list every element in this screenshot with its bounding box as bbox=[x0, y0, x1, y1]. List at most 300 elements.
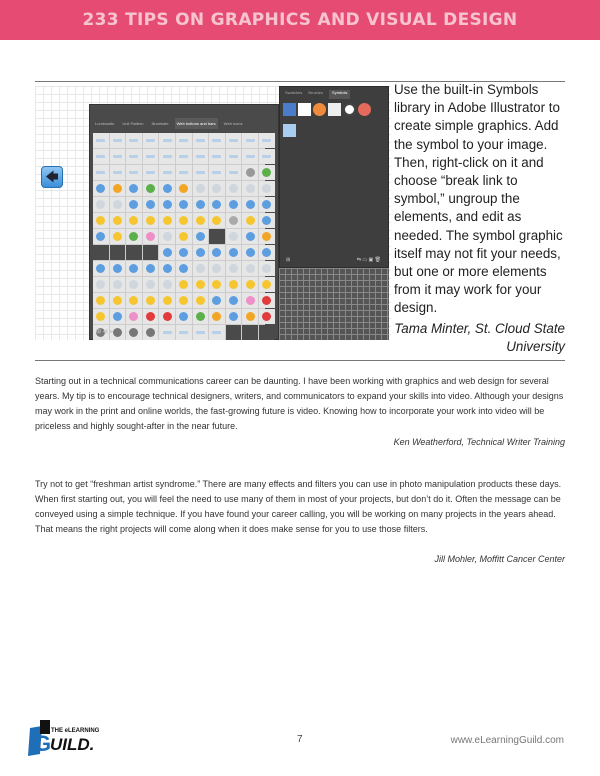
symbol-icon bbox=[146, 200, 155, 209]
symbol-icon bbox=[212, 171, 221, 174]
symbol-cell bbox=[193, 309, 209, 324]
symbol-icon bbox=[113, 200, 122, 209]
symbol-cell bbox=[159, 213, 175, 228]
symbol-icon bbox=[229, 216, 238, 225]
symbol-icon bbox=[163, 248, 172, 257]
symbol-cell bbox=[143, 133, 159, 148]
symbol-icon bbox=[196, 232, 205, 241]
symbol-cell bbox=[193, 133, 209, 148]
symbol-icon bbox=[262, 216, 271, 225]
symbol-grid bbox=[93, 133, 265, 340]
symbol-cell bbox=[126, 261, 142, 276]
symbol-cell bbox=[193, 293, 209, 308]
symbol-cell bbox=[209, 325, 225, 340]
panel-tab[interactable]: Web Icons bbox=[223, 121, 243, 126]
symbol-cell bbox=[110, 229, 126, 244]
symbol-cell bbox=[193, 245, 209, 260]
symbol-icon bbox=[262, 168, 271, 177]
symbol-cell bbox=[242, 149, 258, 164]
arrow-left-button-icon: 🡄 bbox=[41, 166, 63, 188]
symbol-icon bbox=[129, 328, 138, 337]
symbol-icon bbox=[113, 328, 122, 337]
symbol-cell bbox=[93, 261, 109, 276]
symbol-icon bbox=[163, 139, 172, 142]
panel-tab[interactable]: Brushes bbox=[308, 90, 324, 95]
symbol-cell bbox=[176, 133, 192, 148]
svg-text:UILD.: UILD. bbox=[50, 735, 95, 754]
symbol-icon bbox=[163, 280, 172, 289]
symbol-icon bbox=[246, 248, 255, 257]
symbol-icon bbox=[163, 312, 172, 321]
symbol-cell bbox=[226, 325, 242, 340]
symbol-icon bbox=[129, 155, 138, 158]
arrow-symbol-icon bbox=[283, 124, 296, 137]
symbol-cell bbox=[126, 325, 142, 340]
symbol-icon bbox=[246, 184, 255, 193]
symbol-cell bbox=[226, 133, 242, 148]
symbol-cell bbox=[226, 165, 242, 180]
page-number: 7 bbox=[297, 734, 303, 745]
symbol-cell bbox=[93, 229, 109, 244]
symbol-icon bbox=[246, 264, 255, 273]
symbol-cell bbox=[242, 309, 258, 324]
symbol-icon bbox=[146, 296, 155, 305]
symbol-cell bbox=[242, 293, 258, 308]
symbol-icon bbox=[246, 155, 255, 158]
symbol-cell bbox=[110, 181, 126, 196]
symbol-cell bbox=[143, 277, 159, 292]
symbol-icon bbox=[163, 184, 172, 193]
symbol-icon bbox=[113, 155, 122, 158]
symbol-cell bbox=[176, 277, 192, 292]
header-title: 233 TIPS ON GRAPHICS AND VISUAL DESIGN bbox=[82, 10, 518, 30]
symbol-library-panel bbox=[89, 104, 279, 340]
panel-tab[interactable]: Illuminate bbox=[151, 121, 169, 126]
symbol-cell bbox=[93, 293, 109, 308]
symbol-cell bbox=[93, 245, 109, 260]
symbol-cell bbox=[176, 197, 192, 212]
symbol-cell bbox=[242, 325, 258, 340]
symbol-cell bbox=[242, 261, 258, 276]
symbol-cell bbox=[226, 181, 242, 196]
symbol-cell bbox=[176, 261, 192, 276]
symbol-cell bbox=[110, 309, 126, 324]
symbol-icon bbox=[179, 280, 188, 289]
symbol-icon bbox=[163, 232, 172, 241]
symbol-icon bbox=[196, 280, 205, 289]
symbol-icon bbox=[229, 200, 238, 209]
symbol-cell bbox=[159, 309, 175, 324]
divider bbox=[35, 360, 565, 361]
symbol-icon bbox=[179, 155, 188, 158]
symbol-icon bbox=[212, 200, 221, 209]
symbol-cell bbox=[126, 245, 142, 260]
dark-grid bbox=[279, 268, 389, 340]
symbol-cell bbox=[93, 197, 109, 212]
panel-tab[interactable]: Unit Pattern bbox=[122, 121, 144, 126]
symbol-icon bbox=[229, 248, 238, 257]
symbol-icon bbox=[229, 312, 238, 321]
symbol-cell bbox=[159, 165, 175, 180]
symbol-cell bbox=[143, 245, 159, 260]
symbol-icon bbox=[229, 280, 238, 289]
symbol-cell bbox=[143, 293, 159, 308]
symbol-icon bbox=[146, 328, 155, 337]
symbol-cell bbox=[209, 309, 225, 324]
symbol-icon bbox=[262, 184, 271, 193]
symbol-cell bbox=[193, 181, 209, 196]
symbol-cell bbox=[159, 245, 175, 260]
symbol-icon bbox=[246, 168, 255, 177]
symbol-icon bbox=[262, 139, 271, 142]
symbol-icon bbox=[163, 155, 172, 158]
symbol-cell bbox=[226, 245, 242, 260]
symbol-icon bbox=[129, 312, 138, 321]
elearning-guild-logo bbox=[28, 720, 116, 756]
symbol-icon bbox=[113, 232, 122, 241]
symbols-footer-icons: ⊞ ⇆ ▭ ▣ 🗑 bbox=[286, 257, 381, 263]
symbol-icon bbox=[96, 139, 105, 142]
symbol-cell bbox=[159, 261, 175, 276]
symbol-cell bbox=[126, 293, 142, 308]
symbol-cell bbox=[193, 149, 209, 164]
symbol-icon bbox=[179, 296, 188, 305]
symbol-cell bbox=[110, 149, 126, 164]
symbol-icon bbox=[212, 155, 221, 158]
symbol-icon bbox=[179, 200, 188, 209]
symbol-icon bbox=[262, 155, 271, 158]
symbol-icon bbox=[196, 248, 205, 257]
symbol-icon bbox=[163, 171, 172, 174]
symbol-icon bbox=[129, 171, 138, 174]
symbol-cell bbox=[159, 181, 175, 196]
symbol-cell bbox=[259, 293, 275, 308]
panel-tab[interactable]: Swatches bbox=[285, 90, 303, 95]
symbol-icon bbox=[212, 331, 221, 334]
symbol-cell bbox=[159, 229, 175, 244]
symbol-icon bbox=[163, 216, 172, 225]
symbol-cell bbox=[176, 325, 192, 340]
symbol-icon bbox=[113, 139, 122, 142]
symbol-cell bbox=[193, 197, 209, 212]
symbol-cell bbox=[209, 165, 225, 180]
symbol-cell bbox=[126, 165, 142, 180]
symbol-icon bbox=[229, 264, 238, 273]
symbol-cell bbox=[143, 309, 159, 324]
symbol-cell bbox=[209, 133, 225, 148]
symbol-icon bbox=[163, 200, 172, 209]
symbol-icon bbox=[229, 184, 238, 193]
symbol-cell bbox=[226, 213, 242, 228]
page-header bbox=[0, 0, 600, 40]
symbol-icon bbox=[146, 232, 155, 241]
symbol-cell bbox=[143, 197, 159, 212]
symbol-icon bbox=[163, 296, 172, 305]
symbol-icon bbox=[163, 264, 172, 273]
symbol-cell bbox=[209, 261, 225, 276]
symbol-icon bbox=[113, 171, 122, 174]
symbol-cell bbox=[226, 261, 242, 276]
tip-2-text: Starting out in a technical communications career can be daunting. I have been working with graphics and web design for several years. My tip is to encourage technical designers, writers, and communicators to expand your skills into video. Although your designs may work in the print and online worlds, the fast-growing future is video. Knowing how to incorporate your work into video will be priceless and highly sought-after in the near future. bbox=[35, 376, 564, 431]
symbol-cell bbox=[242, 245, 258, 260]
symbol-icon bbox=[212, 312, 221, 321]
symbol-cell bbox=[226, 293, 242, 308]
symbol-cell bbox=[209, 293, 225, 308]
symbol-cell bbox=[193, 165, 209, 180]
symbol-icon bbox=[262, 200, 271, 209]
symbol-cell bbox=[176, 309, 192, 324]
illustrator-screenshot bbox=[35, 86, 391, 340]
symbol-cell bbox=[159, 293, 175, 308]
symbol-cell bbox=[110, 197, 126, 212]
symbol-icon bbox=[246, 312, 255, 321]
symbol-icon bbox=[129, 280, 138, 289]
symbol-icon bbox=[246, 139, 255, 142]
symbol-icon bbox=[146, 216, 155, 225]
symbol-icon bbox=[113, 312, 122, 321]
symbol-cell bbox=[242, 133, 258, 148]
symbol-cell bbox=[259, 181, 275, 196]
symbol-cell bbox=[176, 181, 192, 196]
tip-2-author: Ken Weatherford, Technical Writer Training bbox=[393, 437, 565, 447]
symbol-cell bbox=[110, 293, 126, 308]
symbol-icon bbox=[196, 155, 205, 158]
symbol-icon bbox=[146, 184, 155, 193]
symbol-icon bbox=[113, 296, 122, 305]
symbol-icon bbox=[146, 264, 155, 273]
symbol-cell bbox=[209, 245, 225, 260]
symbol-icon bbox=[246, 280, 255, 289]
symbol-icon bbox=[96, 280, 105, 289]
symbol-icon bbox=[129, 216, 138, 225]
symbol-cell bbox=[126, 229, 142, 244]
symbol-cell bbox=[259, 197, 275, 212]
symbol-icon bbox=[179, 139, 188, 142]
symbol-cell bbox=[242, 277, 258, 292]
symbol-cell bbox=[93, 133, 109, 148]
symbol-cell bbox=[209, 149, 225, 164]
symbol-cell bbox=[93, 181, 109, 196]
symbol-icon bbox=[146, 312, 155, 321]
symbol-cell bbox=[209, 229, 225, 244]
symbol-cell bbox=[259, 165, 275, 180]
symbol-icon bbox=[262, 296, 271, 305]
tip-3-author: Jill Mohler, Moffitt Cancer Center bbox=[434, 554, 565, 564]
symbol-cell bbox=[126, 197, 142, 212]
symbol-icon bbox=[262, 264, 271, 273]
symbol-icon bbox=[179, 312, 188, 321]
tip-1-text: Use the built-in Symbols library in Adobe Illustrator to create simple graphics. Add the symbol to your image. Then, right-click on it and choose “break link to symbol,” ungroup the elements, and edit as needed. The symbol graphic itself may not fit your needs, but one or more elements from it may work for your design. bbox=[394, 82, 563, 316]
symbols-panel bbox=[279, 86, 389, 268]
symbol-icon bbox=[212, 280, 221, 289]
symbol-cell bbox=[126, 309, 142, 324]
symbol-icon bbox=[179, 184, 188, 193]
symbol-cell bbox=[242, 181, 258, 196]
symbol-icon bbox=[179, 232, 188, 241]
symbol-cell bbox=[193, 213, 209, 228]
symbol-cell bbox=[259, 277, 275, 292]
symbol-icon bbox=[129, 184, 138, 193]
symbol-cell bbox=[143, 261, 159, 276]
symbol-cell bbox=[176, 165, 192, 180]
symbol-icon bbox=[179, 331, 188, 334]
symbol-cell bbox=[259, 229, 275, 244]
symbol-icon bbox=[262, 232, 271, 241]
symbol-cell bbox=[242, 229, 258, 244]
symbol-cell bbox=[209, 277, 225, 292]
symbol-cell bbox=[176, 149, 192, 164]
symbol-cell bbox=[126, 213, 142, 228]
symbol-icon bbox=[246, 200, 255, 209]
symbol-cell bbox=[259, 245, 275, 260]
symbol-cell bbox=[259, 261, 275, 276]
symbol-icon bbox=[196, 139, 205, 142]
symbol-icon bbox=[129, 296, 138, 305]
symbol-icon bbox=[262, 248, 271, 257]
symbol-cell bbox=[209, 197, 225, 212]
symbol-swatches bbox=[280, 99, 388, 120]
symbol-icon bbox=[246, 216, 255, 225]
symbol-icon bbox=[212, 248, 221, 257]
symbol-icon bbox=[196, 264, 205, 273]
symbol-icon bbox=[113, 264, 122, 273]
symbol-cell bbox=[126, 181, 142, 196]
symbol-icon bbox=[113, 280, 122, 289]
panel-tab[interactable]: Luminosite bbox=[95, 121, 115, 126]
symbol-cell bbox=[110, 277, 126, 292]
symbol-icon bbox=[262, 280, 271, 289]
symbol-icon bbox=[96, 232, 105, 241]
tip-1-author: Tama Minter, St. Cloud State University bbox=[394, 320, 565, 354]
symbol-cell bbox=[259, 325, 275, 340]
symbol-icon bbox=[113, 184, 122, 193]
symbol-icon bbox=[212, 216, 221, 225]
symbol-icon bbox=[196, 200, 205, 209]
symbol-cell bbox=[93, 149, 109, 164]
symbol-icon bbox=[262, 312, 271, 321]
symbol-cell bbox=[93, 309, 109, 324]
symbol-cell bbox=[176, 245, 192, 260]
symbol-icon bbox=[196, 312, 205, 321]
symbol-icon bbox=[129, 200, 138, 209]
symbol-cell bbox=[193, 325, 209, 340]
symbol-cell bbox=[226, 149, 242, 164]
panel-tab[interactable]: Web buttons and bars bbox=[175, 118, 218, 129]
library-footer-icons: ⊞ ◀ ▶ bbox=[96, 329, 114, 335]
symbol-icon bbox=[96, 171, 105, 174]
symbol-icon bbox=[146, 139, 155, 142]
symbol-cell bbox=[259, 149, 275, 164]
symbol-icon bbox=[163, 331, 172, 334]
symbol-icon bbox=[96, 216, 105, 225]
symbol-cell bbox=[209, 213, 225, 228]
symbol-cell bbox=[143, 181, 159, 196]
symbol-cell bbox=[259, 213, 275, 228]
symbol-cell bbox=[126, 277, 142, 292]
symbol-icon bbox=[229, 155, 238, 158]
symbol-cell bbox=[176, 213, 192, 228]
symbol-icon bbox=[179, 248, 188, 257]
symbol-cell bbox=[176, 293, 192, 308]
svg-text:THE eLEARNING: THE eLEARNING bbox=[51, 728, 100, 734]
tip-1 bbox=[394, 81, 569, 356]
symbol-cell bbox=[143, 149, 159, 164]
symbol-icon bbox=[129, 232, 138, 241]
symbol-icon bbox=[212, 264, 221, 273]
symbol-icon bbox=[129, 264, 138, 273]
symbol-cell bbox=[110, 133, 126, 148]
symbol-cell bbox=[143, 165, 159, 180]
symbol-icon bbox=[146, 155, 155, 158]
symbol-cell bbox=[159, 133, 175, 148]
svg-text:G: G bbox=[34, 731, 52, 756]
symbol-cell bbox=[259, 309, 275, 324]
symbol-icon bbox=[212, 184, 221, 193]
symbol-cell bbox=[159, 325, 175, 340]
symbol-cell bbox=[159, 149, 175, 164]
symbol-cell bbox=[93, 165, 109, 180]
panel-tab[interactable]: Symbols bbox=[329, 90, 350, 99]
symbol-cell bbox=[226, 309, 242, 324]
symbol-icon bbox=[146, 280, 155, 289]
symbol-icon bbox=[246, 296, 255, 305]
symbol-icon bbox=[96, 296, 105, 305]
symbol-cell bbox=[110, 165, 126, 180]
symbol-cell bbox=[143, 325, 159, 340]
symbol-icon bbox=[229, 296, 238, 305]
symbol-cell bbox=[110, 245, 126, 260]
symbol-icon bbox=[146, 171, 155, 174]
symbol-icon bbox=[96, 184, 105, 193]
symbol-cell bbox=[193, 261, 209, 276]
symbol-cell bbox=[110, 213, 126, 228]
symbol-cell bbox=[126, 133, 142, 148]
symbol-icon bbox=[96, 264, 105, 273]
symbol-icon bbox=[212, 296, 221, 305]
symbol-icon bbox=[229, 232, 238, 241]
symbol-icon bbox=[179, 216, 188, 225]
symbol-cell bbox=[93, 277, 109, 292]
symbol-icon bbox=[229, 171, 238, 174]
symbol-cell bbox=[242, 165, 258, 180]
symbol-cell bbox=[242, 213, 258, 228]
symbol-cell bbox=[110, 261, 126, 276]
symbol-cell bbox=[242, 197, 258, 212]
symbol-icon bbox=[96, 200, 105, 209]
symbol-cell bbox=[259, 133, 275, 148]
symbol-cell bbox=[209, 181, 225, 196]
symbol-cell bbox=[226, 229, 242, 244]
symbol-icon bbox=[113, 216, 122, 225]
symbol-cell bbox=[193, 277, 209, 292]
symbol-icon bbox=[96, 155, 105, 158]
symbol-cell bbox=[193, 229, 209, 244]
symbol-icon bbox=[196, 331, 205, 334]
symbol-icon bbox=[246, 232, 255, 241]
symbol-cell bbox=[159, 277, 175, 292]
symbol-icon bbox=[196, 216, 205, 225]
website-link[interactable]: www.eLearningGuild.com bbox=[450, 735, 564, 746]
symbol-icon bbox=[179, 264, 188, 273]
tip-3-text: Try not to get “freshman artist syndrome.” There are many effects and filters you can use in photo manipulation products these days. When first starting out, you will feel the need to use many of them in most of your projects, but don’t do it. Often the message can be conveyed using a simple technique. If you have found your career calling, you will be working on many projects in the years ahead. That means the right projects will come along when it does make sense for you to use those filters. bbox=[35, 479, 562, 534]
symbol-cell bbox=[126, 149, 142, 164]
symbol-icon bbox=[129, 139, 138, 142]
symbol-cell bbox=[226, 277, 242, 292]
symbol-cell bbox=[159, 197, 175, 212]
symbol-cell bbox=[93, 213, 109, 228]
symbol-icon bbox=[196, 171, 205, 174]
symbol-icon bbox=[212, 139, 221, 142]
